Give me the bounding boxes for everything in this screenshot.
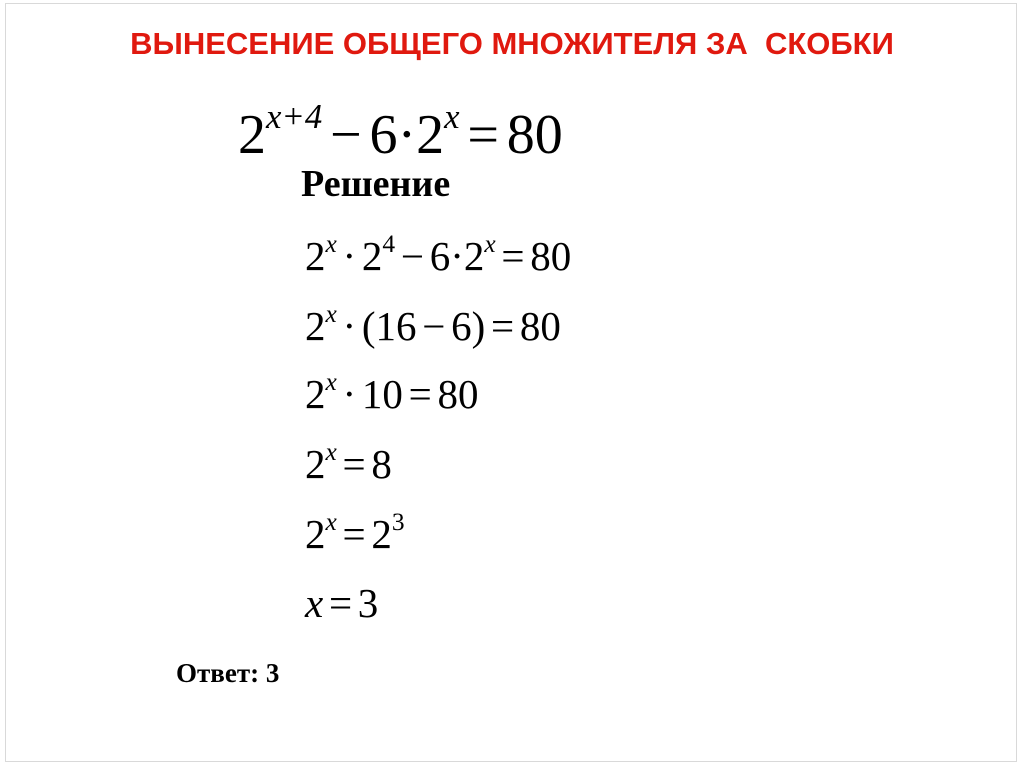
- step5-exp: x: [325, 507, 337, 536]
- slide: [5, 3, 1017, 762]
- answer-text: Ответ: 3: [176, 658, 280, 688]
- eq-exponent2: x: [444, 97, 460, 137]
- step1-exp: x: [325, 229, 337, 258]
- step6-rhs: 3: [357, 580, 379, 626]
- step2-dot: ·: [342, 303, 357, 349]
- solution-step-3: [305, 367, 479, 417]
- step6-variable: x: [305, 580, 324, 626]
- solution-step-1: [305, 229, 572, 279]
- step4-equals: =: [342, 441, 366, 487]
- step1-exp2: 4: [382, 229, 396, 258]
- step4-rhs: 8: [371, 441, 392, 487]
- step1-minus: −: [400, 233, 424, 279]
- step1-exp3: x: [484, 229, 496, 258]
- step5-term: 2: [305, 511, 326, 557]
- step5-exp2: 3: [391, 507, 405, 536]
- step2-equals: =: [491, 303, 515, 349]
- step1-dot: ·: [342, 233, 357, 279]
- step2-paren-open: (16: [361, 303, 417, 349]
- eq-base: 2: [238, 104, 266, 166]
- eq-minus: −: [330, 104, 362, 166]
- eq-base2: 2: [416, 104, 445, 166]
- solution-heading: Решение: [301, 163, 451, 205]
- step1-term2: 2: [361, 233, 383, 279]
- eq-equals: =: [467, 104, 499, 166]
- step1-rhs: 80: [530, 233, 572, 279]
- step2-rhs: 80: [519, 303, 561, 349]
- step5-term2: 2: [371, 511, 392, 557]
- step3-rhs: 80: [437, 371, 479, 417]
- step1-coef: 6: [429, 233, 451, 279]
- step5-equals: =: [342, 511, 366, 557]
- step2-exp: x: [325, 299, 337, 328]
- eq-dot: ·: [397, 104, 417, 166]
- slide-title: ВЫНЕСЕНИЕ ОБЩЕГО МНОЖИТЕЛЯ ЗА СКОБКИ: [130, 26, 894, 61]
- step3-exp: x: [325, 367, 337, 396]
- eq-coef: 6: [369, 104, 398, 166]
- step6-equals: =: [328, 580, 353, 626]
- step4-term: 2: [305, 441, 326, 487]
- step2-minus: −: [422, 303, 446, 349]
- step1-term3: 2: [463, 233, 485, 279]
- step2-term: 2: [305, 303, 326, 349]
- step2-paren-close: 6): [451, 303, 486, 349]
- step4-exp: x: [325, 437, 337, 466]
- step3-dot: ·: [342, 371, 357, 417]
- step3-coef: 10: [361, 371, 403, 417]
- eq-exponent: x+4: [266, 97, 323, 137]
- solution-step-4: [305, 437, 392, 487]
- solution-step-5: [305, 507, 405, 557]
- main-equation: [238, 97, 563, 166]
- eq-rhs: 80: [506, 104, 563, 166]
- step1-dot2: ·: [450, 233, 464, 279]
- solution-step-6: [305, 580, 379, 626]
- step3-term: 2: [305, 371, 326, 417]
- step3-equals: =: [408, 371, 432, 417]
- step1-equals: =: [501, 233, 525, 279]
- step1-term: 2: [305, 233, 326, 279]
- solution-step-2: [305, 299, 561, 349]
